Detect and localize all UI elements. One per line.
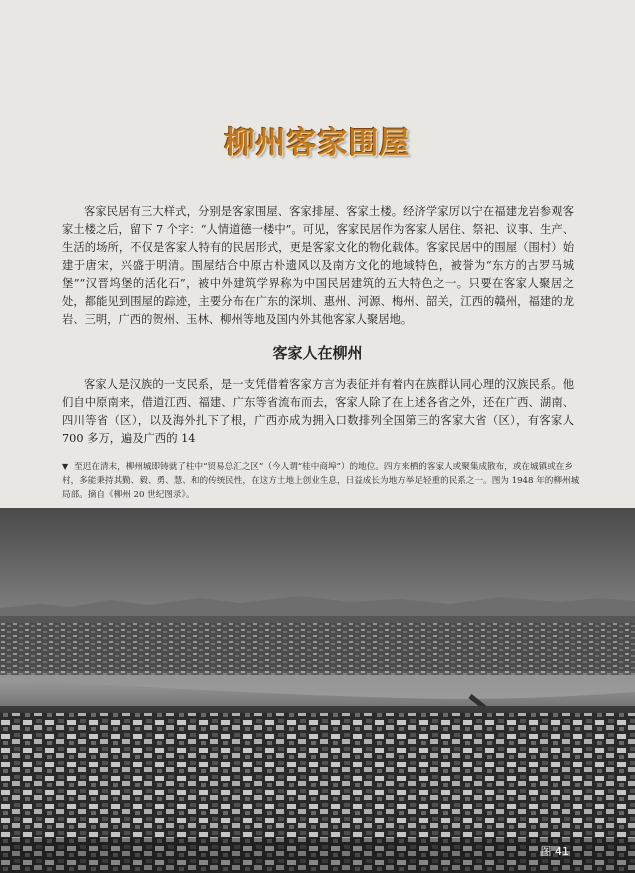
page-number: 图 41 bbox=[540, 845, 569, 858]
body-paragraph: 客家人是汉族的一支民系，是一支凭借着客家方言为表征并有着内在族群认同心理的汉族民系。他们自中原南来，借道江西、福建、广东等省流布而去，客家人除了在上述各省之外，还在广西、湖南、四川等省（区），以及海外扎下了根，广西亦成为拥入口数排列全国第三的客家大省（区），有客家人 700 多万，遍及广西的 14 bbox=[62, 378, 574, 445]
city-photo bbox=[0, 508, 635, 873]
section-heading: 客家人在柳州 bbox=[272, 344, 363, 362]
photo-caption bbox=[62, 460, 582, 502]
caption-arrow-icon: ▼ bbox=[62, 462, 69, 471]
intro-paragraph: 客家民居有三大样式，分别是客家围屋、客家排屋、客家土楼。经济学家厉以宁在福建龙岩参观客家土楼之后，留下 7 个字：“人情道德一楼中”。可见，客家民居作为客家人居住、祭祀、议事、生产、生活的场所，不仅是客家人特有的民居形式，更是客家文化的物化载体。客家民居中的围屋（围村）始建于唐宋，兴盛于明清。围屋结合中原古朴遗风以及南方文化的地域特色，被誉为“东方的古罗马城堡”“汉晋坞堡的活化石”，被中外建筑学界称为中国民居建筑的五大特色之一。只要在客家人聚居之处，都能见到围屋的踪迹，主要分布在广东的深圳、惠州、河源、梅州、韶关，江西的赣州，福建的龙岩、三明，广西的贺州、玉林、柳州等地及国内外其他客家人聚居地。 bbox=[62, 205, 574, 326]
caption-text: 至迟在清末，柳州城即铸就了柱中“贸易总汇之区”（今人谓“桂中商埠”）的地位。四方来栖的客家人或聚集成散布，或在城镇或在乡村，多能秉持其勤、毅、勇、慧、和的传统民性，在这方土地上创业生息，日益成长为地方举足轻重的民系之一。图为 1948 年的柳州城局部。摘自《柳州 20 世纪图录》。 bbox=[62, 462, 580, 500]
page-title: 柳州客家围屋 bbox=[224, 126, 411, 161]
